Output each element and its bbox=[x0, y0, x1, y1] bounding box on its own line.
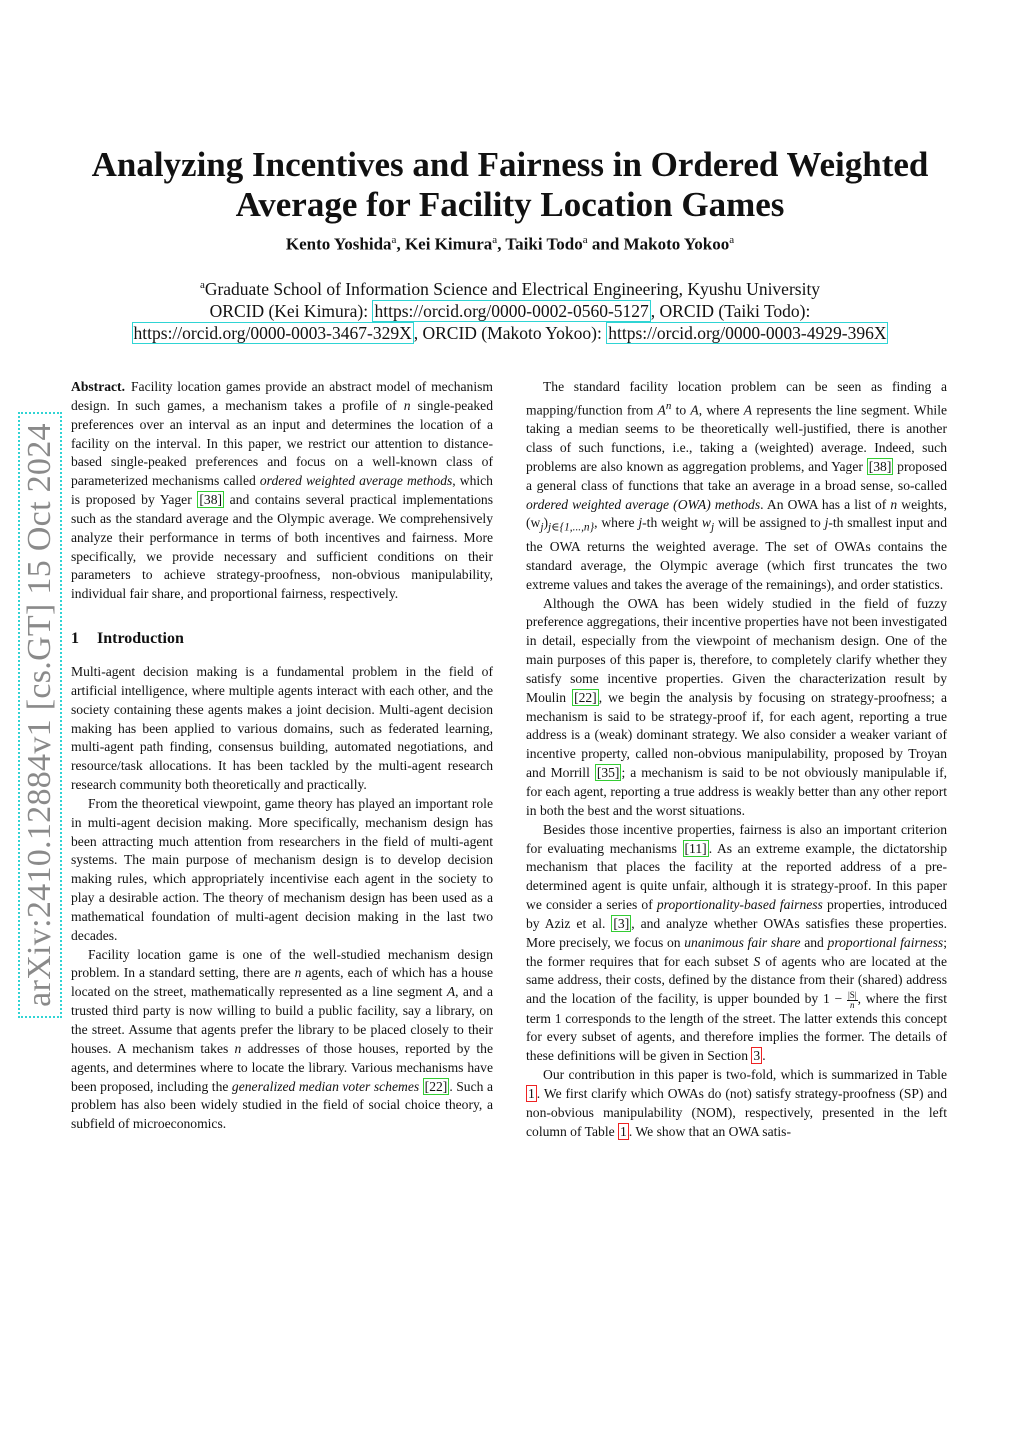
math-n: n bbox=[294, 965, 302, 981]
body-text: Our contribution in this paper is two-fold, which is summarized in Table bbox=[543, 1067, 947, 1083]
body-text: . We show that an OWA satis- bbox=[628, 1123, 791, 1139]
intro-paragraph-1: Multi-agent decision making is a fundamental problem in the field of artificial intelligence, where multiple agents interact with each other, and the society containing these agents makes a joint decision. Multi-agent decision making has been applied to various domains, such as federated learning, multi-agent path finding, consensus building, automated negotiations, and resource/task allocations. It has been tackled by the multi-agent research research community both theoretically and practically. bbox=[71, 663, 493, 793]
citation-35[interactable]: [35] bbox=[596, 765, 620, 781]
orcid-label-yokoo: , ORCID (Makoto Yokoo): bbox=[413, 322, 607, 343]
body-text: . As an extreme example, the dictatorship mechanism that places the facility at the reported address of a pre-determined agent is quite unfair, although it is strategy-proof. In this paper we consider a series of bbox=[526, 840, 947, 913]
math-n-superscript: n bbox=[665, 399, 672, 412]
body-text: . bbox=[762, 1048, 766, 1064]
body-text: of agents who are located at the same address, their costs, defined by the distance from their (shared) address and the location of the facility, is upper bounded by bbox=[526, 953, 947, 1007]
body-emphasis: ordered weighted average (OWA) methods bbox=[526, 496, 761, 512]
abstract-text: and contains several practical implementations such as the standard average and the Olympic average. We comprehensively analyze their performance in terms of both incentives and fairness. More specifically, we provide necessary and sufficient conditions on their parameters to achieve strategy-proofness, non-obvious manipulability, individual fair share, and proportional fairness, respectively. bbox=[71, 492, 494, 602]
body-text: addresses of those houses, reported by the agents, and determines where to locate the library. Various mechanisms have been proposed, including the bbox=[71, 1040, 494, 1094]
math-subscript: j bbox=[710, 522, 715, 535]
math-weights: ) bbox=[543, 515, 549, 531]
body-text: weights, bbox=[897, 496, 947, 512]
body-text: to bbox=[671, 402, 691, 418]
author-kimura: Kei Kimura bbox=[404, 234, 493, 254]
intro-paragraph-3 bbox=[71, 946, 493, 1134]
title-line-1: Analyzing Incentives and Fairness in Ordered Weighted bbox=[91, 145, 929, 184]
body-text: represents the line segment. While taking a median seems to be theoretically well-justified, there is another class of such functions, i.e., taking a (weighted) average. Indeed, such problems are also known as aggregation problems, and Yager bbox=[526, 402, 948, 474]
math-n: n bbox=[234, 1040, 242, 1056]
math-fraction-prefix: 1 − bbox=[823, 991, 847, 1007]
math-subscript-range: j∈{1,...,n} bbox=[548, 522, 595, 535]
body-text: . Such a problem has also been widely studied in the field of social choice theory, a subfield of microeconomics. bbox=[71, 1078, 493, 1132]
affil-mark: a bbox=[391, 234, 397, 246]
body-text: ; a mechanism is said to be not obviously manipulable if, for each agent, reporting a true address is weakly better than any other report in both the best and the worst situations. bbox=[526, 765, 947, 818]
body-text: Besides those incentive properties, fairness is also an important criterion for evaluating mechanisms bbox=[526, 821, 947, 856]
citation-11[interactable]: [11] bbox=[684, 840, 707, 856]
table-ref-1[interactable]: 1 bbox=[528, 1086, 535, 1101]
left-column bbox=[71, 378, 493, 1134]
fraction-denominator: n bbox=[850, 999, 855, 1010]
math-A: A bbox=[446, 984, 456, 1000]
body-text: -th weight bbox=[642, 515, 702, 531]
affiliation-line bbox=[60, 274, 960, 300]
abstract-text: single-peaked preferences over an interval as an input and determines the location of a facility on the interval. In this paper, we restrict our attention to distance-based single-peaked preferences and focus on a well-known class of parameterized mechanisms called bbox=[71, 397, 493, 489]
orcid-link-yokoo[interactable]: https://orcid.org/0000-0003-4929-396X bbox=[608, 322, 887, 343]
body-text: The standard facility location problem can be seen as finding a mapping/function from bbox=[526, 379, 947, 418]
section-heading-introduction bbox=[71, 630, 493, 649]
citation-38[interactable]: [38] bbox=[199, 492, 223, 508]
right-paragraph-3 bbox=[526, 821, 947, 1067]
section-number: 1 bbox=[71, 630, 79, 648]
body-text: , and a trusted third party is now willing to build a public facility, say a library, on the street. Assume that agents prefer the library to be placed closely to their houses. A mechanism takes bbox=[71, 984, 493, 1056]
orcid-label-todo: , ORCID (Taiki Todo): bbox=[650, 300, 811, 321]
author-list bbox=[60, 234, 960, 255]
abstract-label: Abstract. bbox=[71, 379, 125, 394]
body-emphasis: proportional fairness bbox=[827, 934, 944, 950]
author-yoshida: Kento Yoshida bbox=[285, 234, 392, 254]
author-yokoo: Makoto Yokoo bbox=[623, 234, 730, 254]
right-paragraph-1 bbox=[526, 378, 947, 595]
body-text: , and analyze whether OWAs satisfies these properties. More precisely, we focus on bbox=[526, 915, 947, 950]
intro-paragraph-2: From the theoretical viewpoint, game theory has played an important role in multi-agent decision making. More specifically, mechanism design has been attracting much attention from researchers in the field of multi-agent systems. The main purpose of mechanism design is to develop decision making rules, which appropriately incentivise each agent in the society to play a desirable action. The theory of mechanism design has been used as a mathematical foundation of multi-agent decision making in the last two decades. bbox=[71, 795, 493, 943]
math-j: j bbox=[824, 515, 829, 531]
abstract-text: Facility location games provide an abstract model of mechanism design. In such games, a mechanism takes a profile of bbox=[71, 379, 493, 413]
section-title: Introduction bbox=[97, 630, 184, 648]
orcid-line-2 bbox=[60, 322, 960, 344]
arxiv-id-text: arXiv:2410.12884v1 [cs.GT] 15 Oct 2024 bbox=[21, 423, 58, 1007]
author-separator: , bbox=[396, 234, 405, 254]
body-text: . We first clarify which OWAs do (not) satisfy strategy-proofness (SP) and non-obvious manipulability (NOM), respectively, presented in the left column of Table bbox=[526, 1086, 947, 1139]
orcid-line-1 bbox=[60, 300, 960, 322]
abstract-paragraph bbox=[71, 378, 493, 604]
abstract-text: , which is proposed by Yager bbox=[71, 473, 493, 508]
math-S: S bbox=[753, 953, 761, 969]
author-todo: Taiki Todo bbox=[505, 234, 583, 254]
math-A: A bbox=[743, 402, 753, 418]
section-ref-3[interactable]: 3 bbox=[753, 1048, 761, 1064]
body-text: ; the former requires that for each subset bbox=[526, 934, 947, 969]
body-text: , where the first term 1 corresponds to the length of the street. The latter extends this concept for every subset of agents, and therefore implies the former. The details of these definitions will be given in Section bbox=[526, 991, 947, 1064]
orcid-label-kimura: ORCID (Kei Kimura): bbox=[209, 300, 373, 321]
affiliation-block bbox=[60, 274, 960, 344]
title-line-2: Average for Facility Location Games bbox=[235, 185, 785, 224]
right-column bbox=[526, 378, 947, 1142]
body-text: , we begin the analysis by focusing on strategy-proofness; a mechanism is said to be strategy-proof if, for each agent, reporting a true address is a (weak) dominant strategy. We also consider a weaker variant of incentive property, called non-obvious manipulability, proposed by Troyan and Morrill bbox=[526, 689, 947, 781]
paper-title bbox=[60, 145, 960, 225]
author-separator: , bbox=[497, 234, 506, 254]
math-weights: (w bbox=[526, 515, 541, 531]
math-n: n bbox=[890, 496, 898, 512]
math-fraction bbox=[847, 991, 858, 1010]
body-emphasis: generalized median voter schemes bbox=[231, 1078, 420, 1094]
body-text: Facility location game is one of the well-studied mechanism design problem. In a standard setting, there are bbox=[71, 946, 493, 981]
affil-mark: a bbox=[492, 234, 498, 246]
citation-38[interactable]: [38] bbox=[868, 458, 892, 474]
citation-22[interactable]: [22] bbox=[424, 1078, 448, 1094]
author-conjunction: and bbox=[587, 234, 624, 254]
citation-3[interactable]: [3] bbox=[613, 915, 630, 931]
arxiv-identifier-stamp bbox=[18, 412, 62, 1018]
body-emphasis: unanimous fair share bbox=[684, 934, 801, 950]
math-A: A bbox=[690, 402, 699, 418]
body-text: , where bbox=[594, 515, 639, 531]
orcid-link-kimura[interactable]: https://orcid.org/0000-0002-0560-5127 bbox=[374, 300, 649, 321]
math-A: A bbox=[657, 402, 666, 418]
affil-mark: a bbox=[582, 234, 588, 246]
affil-mark: a bbox=[729, 234, 735, 246]
math-w: w bbox=[701, 515, 711, 531]
affiliation-text: Graduate School of Information Science and Electrical Engineering, Kyushu University bbox=[204, 278, 821, 299]
body-text: agents, each of which has a house located on the street, mathematically represented as a line segment bbox=[71, 965, 493, 1000]
math-n: n bbox=[403, 397, 411, 413]
body-text: -th smallest input and the OWA returns the weighted average. The set of OWAs contains the standard average, the Olympic average (which first truncates the two extreme values and takes the average of the remainings), and order statistics. bbox=[526, 515, 948, 592]
right-paragraph-2 bbox=[526, 595, 947, 821]
body-emphasis: proportionality-based fairness bbox=[656, 897, 823, 913]
body-text: will be assigned to bbox=[714, 515, 825, 531]
body-text: and bbox=[800, 934, 828, 950]
affil-mark: a bbox=[199, 279, 205, 291]
body-text: Although the OWA has been widely studied in the field of fuzzy preference aggregations, their incentive properties have not been investigated in detail, especially from the viewpoint of mechanism design. One of the main purposes of this paper is, therefore, to completely clarify whether they satisfy some incentive properties. Given the characterization result by Moulin bbox=[526, 595, 947, 705]
fraction-numerator: |S| bbox=[847, 989, 857, 1000]
body-text: , where bbox=[698, 402, 744, 418]
body-text: . An OWA has a list of bbox=[760, 496, 891, 512]
math-subscript: j bbox=[540, 522, 544, 535]
orcid-link-todo[interactable]: https://orcid.org/0000-0003-3467-329X bbox=[133, 322, 412, 343]
body-text: properties, introduced by Aziz et al. bbox=[526, 897, 948, 931]
right-paragraph-4 bbox=[526, 1066, 947, 1141]
citation-22[interactable]: [22] bbox=[574, 689, 597, 705]
abstract-emphasis: ordered weighted average methods bbox=[259, 473, 453, 489]
body-text: proposed a general class of functions that take an average in a broad sense, so-called bbox=[526, 458, 948, 493]
table-ref-1[interactable]: 1 bbox=[620, 1123, 627, 1139]
math-j: j bbox=[638, 515, 643, 531]
